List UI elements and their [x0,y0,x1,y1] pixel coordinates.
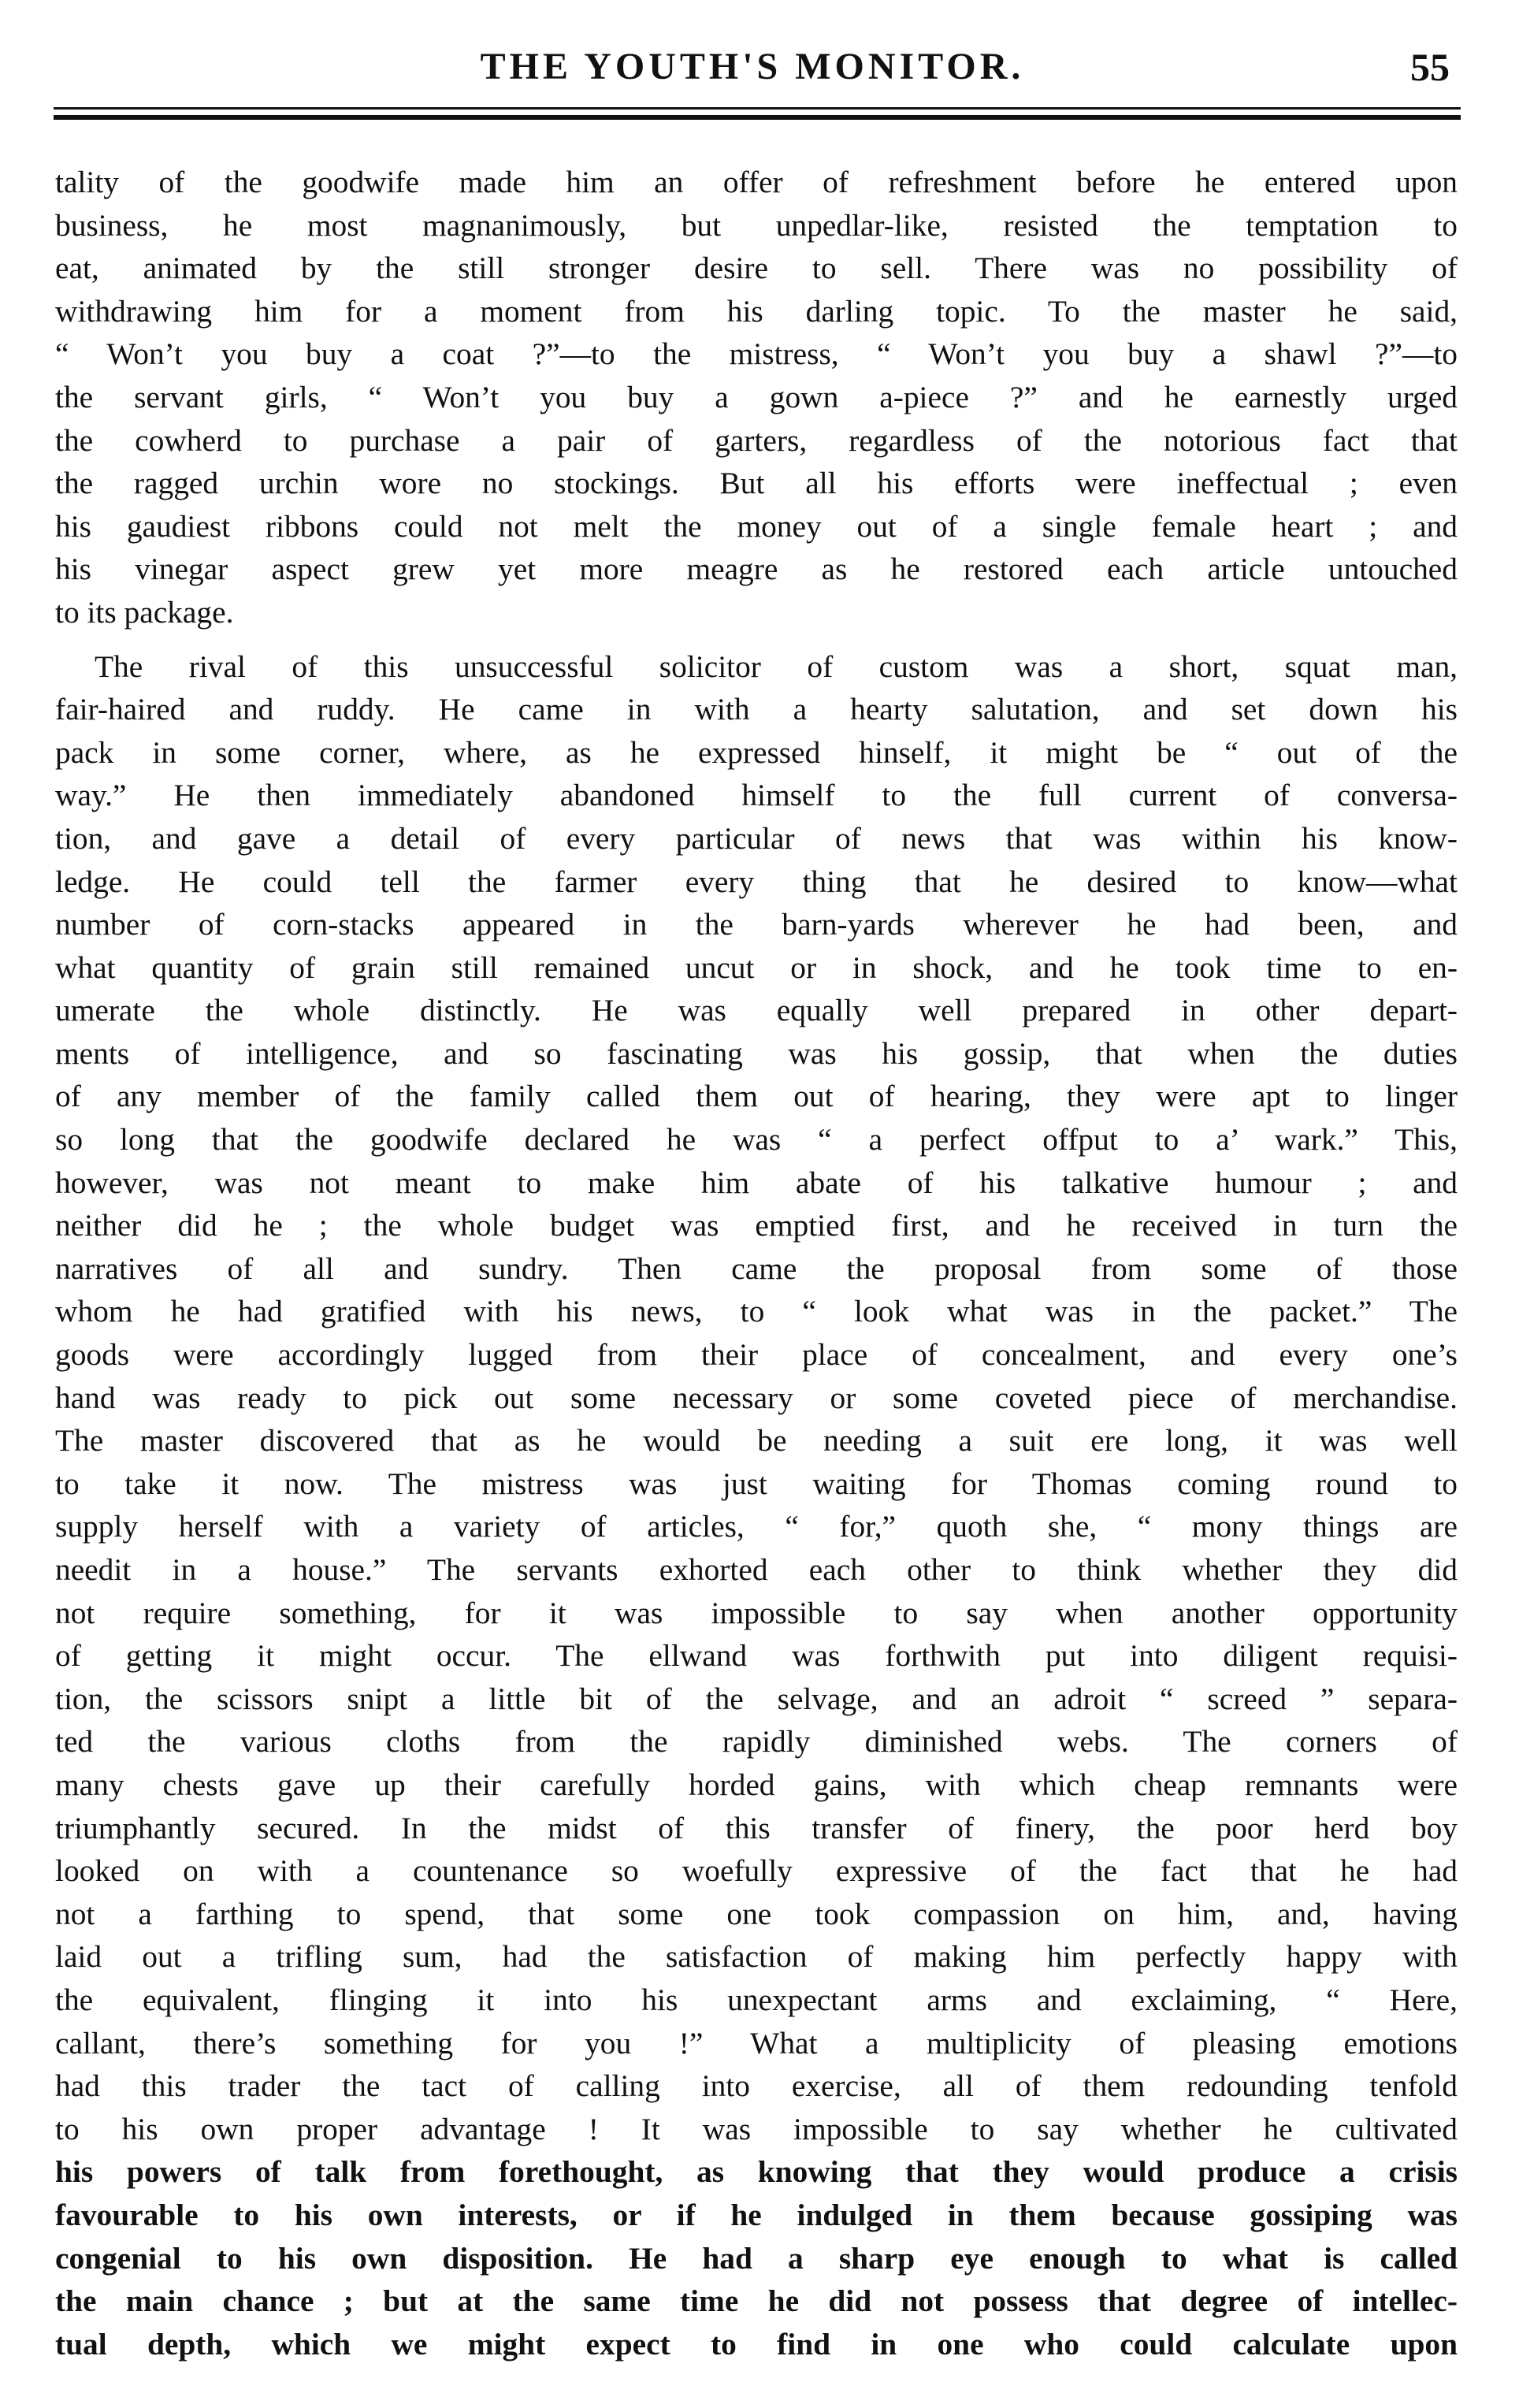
text-line: what quantity of grain still remained uncut or in shock, and he took time to en- [55,949,1458,985]
text-line: triumphantly secured. In the midst of this transfer of finery, the poor herd boy [55,1810,1458,1845]
text-line: of getting it might occur. The ellwand was forthwith put into diligent requisi- [55,1638,1458,1674]
paragraph-gap [55,634,1458,645]
text-line: number of corn-stacks appeared in the barn-yards wherever he had been, and [55,907,1458,942]
text-line: tion, and gave a detail of every particular of news that was within his know- [55,820,1458,856]
text-line: to take it now. The mistress was just waiting for Thomas coming round to [55,1466,1458,1501]
text-line: fair-haired and ruddy. He came in with a hearty salutation, and set down his [55,692,1458,727]
text-line: eat, animated by the still stronger desire to sell. There was no possibility of [55,251,1458,286]
text-line: The master discovered that as he would be needing a suit ere long, it was well [55,1423,1458,1459]
text-line: the servant girls, “ Won’t you buy a gown a-piece ?” and he earnestly urged [55,379,1458,414]
text-line: way.” He then immediately abandoned himself to the full current of conversa- [55,778,1458,813]
text-line: laid out a trifling sum, had the satisfaction of making him perfectly happy with [55,1939,1458,1975]
text-line: of any member of the family called them out of hearing, they were apt to linger [55,1079,1458,1114]
header-rule-thin [54,107,1461,110]
body-text [55,161,1458,2365]
text-line: tion, the scissors snipt a little bit of the selvage, and an adroit “ screed ” separa- [55,1681,1458,1716]
running-title: THE YOUTH'S MONITOR. [480,46,1025,87]
text-line: not require something, for it was impossible to say when another opportunity [55,1595,1458,1630]
text-line: the equivalent, flinging it into his unexpectant arms and exclaiming, “ Here, [55,1982,1458,2017]
text-line: hand was ready to pick out some necessary or some coveted piece of merchandise. [55,1380,1458,1415]
text-line: ledge. He could tell the farmer every thing that he desired to know—what [55,864,1458,899]
text-line: his powers of talk from forethought, as knowing that they would produce a crisis [55,2154,1458,2190]
text-line: favourable to his own interests, or if he indulged in them because gossiping was [55,2197,1458,2232]
text-line: to its package. [55,594,234,630]
text-line: tality of the goodwife made him an offer of refreshment before he entered upon [55,165,1458,199]
text-line: whom he had gratified with his news, to “ look what was in the packet.” The [55,1294,1458,1329]
text-line: supply herself with a variety of articles, “ for,” quoth she, “ mony things are [55,1509,1458,1544]
text-line: withdrawing him for a moment from his darling topic. To the master he said, [55,293,1458,329]
text-line: congenial to his own disposition. He had a sharp eye enough to what is called [55,2240,1458,2276]
text-line: had this trader the tact of calling into exercise, all of them redounding tenfold [55,2068,1458,2104]
text-line: the cowherd to purchase a pair of garters, regardless of the notorious fact that [55,422,1458,458]
paragraph-2 [55,645,1458,2366]
text-line: looked on with a countenance so woefully expressive of the fact that he had [55,1853,1458,1889]
text-line: The rival of this unsuccessful solicitor of custom was a short, squat man, [95,648,1458,684]
text-line: tual depth, which we might expect to find in one who could calculate upon [55,2326,1458,2362]
header-rule-thick [54,115,1461,120]
text-line: ments of intelligence, and so fascinating was his gossip, that when the duties [55,1035,1458,1071]
text-line: not a farthing to spend, that some one took compassion on him, and, having [55,1896,1458,1931]
page-number: 55 [1410,45,1450,89]
running-head [55,41,1450,96]
text-line: his vinegar aspect grew yet more meagre as he restored each article untouched [55,552,1458,587]
text-line: to his own proper advantage ! It was impossible to say whether he cultivated [55,2111,1458,2146]
text-line: “ Won’t you buy a coat ?”—to the mistress, “ Won’t you buy a shawl ?”—to [55,336,1458,372]
text-line: needit in a house.” The servants exhorted each other to think whether they did [55,1552,1458,1587]
text-line: umerate the whole distinctly. He was equally well prepared in other depart- [55,993,1458,1028]
text-line: callant, there’s something for you !” What a multiplicity of pleasing emotions [55,2025,1458,2061]
text-line: business, he most magnanimously, but unpedlar-like, resisted the temptation to [55,207,1458,243]
text-line: his gaudiest ribbons could not melt the money out of a single female heart ; and [55,508,1458,544]
text-line: pack in some corner, where, as he expressed hinself, it might be “ out of the [55,734,1458,770]
text-line: the ragged urchin wore no stockings. But all his efforts were ineffectual ; even [55,466,1458,501]
text-line: neither did he ; the whole budget was emptied first, and he received in turn the [55,1208,1458,1243]
text-line: narratives of all and sundry. Then came the proposal from some of those [55,1250,1458,1286]
text-line: ted the various cloths from the rapidly diminished webs. The corners of [55,1724,1458,1760]
paragraph-1 [55,161,1458,634]
text-line: goods were accordingly lugged from their place of concealment, and every one’s [55,1337,1458,1373]
text-line: the main chance ; but at the same time he did not possess that degree of intellec- [55,2284,1458,2319]
text-line: many chests gave up their carefully horded gains, with which cheap remnants were [55,1767,1458,1802]
text-line: so long that the goodwife declared he was “ a perfect offput to a’ wark.” This, [55,1122,1458,1158]
text-line: however, was not meant to make him abate of his talkative humour ; and [55,1165,1458,1200]
